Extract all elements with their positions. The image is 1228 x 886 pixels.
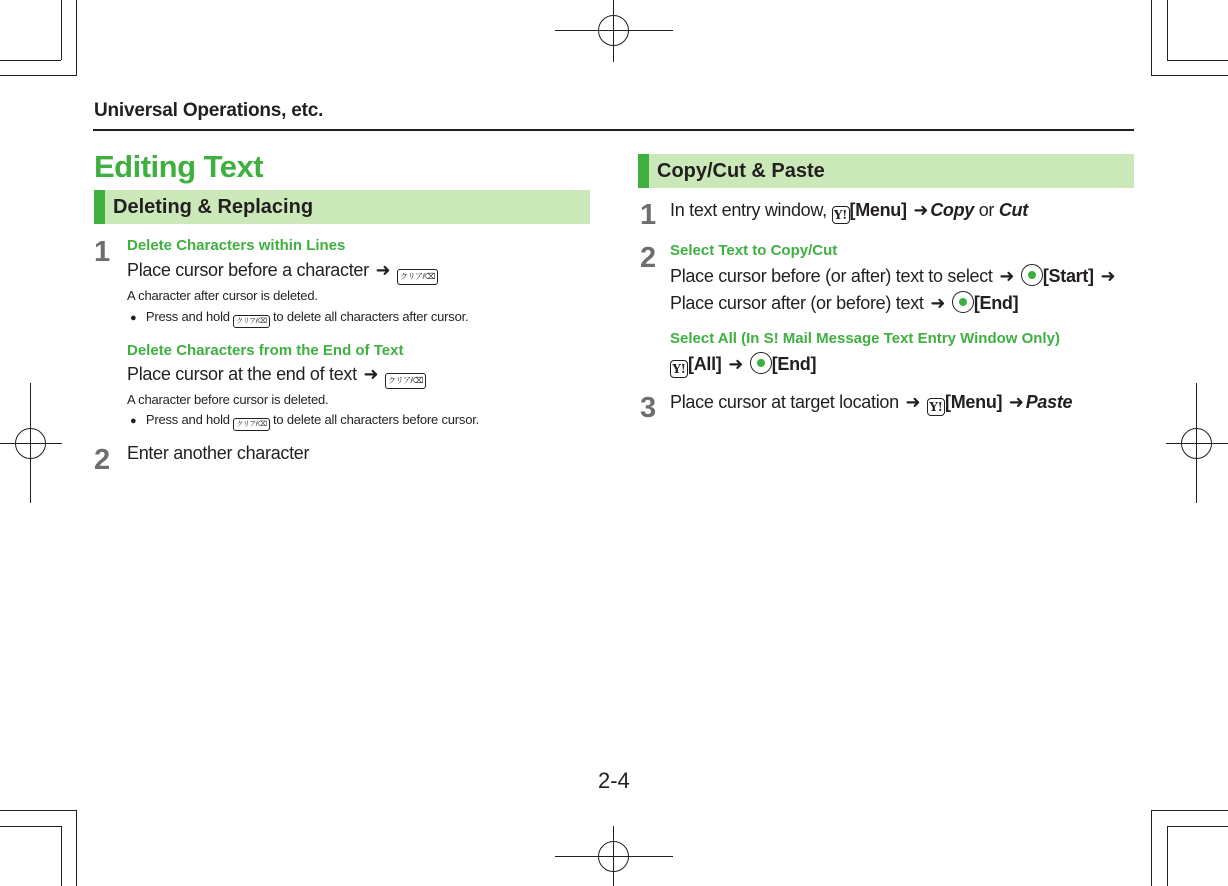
instruction-line [127,364,426,389]
arrow-icon: ➜ [913,200,929,220]
result-text: A character before cursor is deleted. [127,392,329,407]
arrow-icon: ➜ [728,354,743,374]
end-label: [End] [973,293,1019,313]
step-text: Enter another character [127,443,310,463]
step-number: 2 [94,444,110,476]
yahoo-key-icon: Y! [832,206,850,224]
step-number: 2 [640,242,656,274]
arrow-icon: ➜ [930,293,946,313]
registration-mark-right [1166,383,1228,503]
step-line [670,392,1072,416]
step-line [670,352,816,378]
paste-label: Paste [1025,392,1073,412]
center-key-icon [952,291,974,313]
section-heading-deleting-replacing: Deleting & Replacing [94,190,590,224]
registration-mark-left [0,383,62,503]
step-text: Place cursor after (or before) text [670,293,924,313]
arrow-icon: ➜ [999,266,1015,286]
arrow-icon: ➜ [905,392,921,412]
note-text-pre: Press and hold [145,412,230,427]
crop-mark [0,75,76,76]
subheading-delete-within-lines: Delete Characters within Lines [127,237,346,254]
instruction-line [127,260,438,285]
arrow-icon: ➜ [1008,392,1024,412]
page-title: Editing Text [94,149,264,184]
clear-key-icon: クリア/⌫ [385,373,426,389]
step-number: 1 [94,236,110,268]
header-rule [93,129,1134,131]
note-text-post: to delete all characters before cursor. [272,412,480,427]
step-number: 3 [640,392,656,424]
note-text-pre: Press and hold [145,309,230,324]
all-label: [All] [688,354,722,374]
clear-key-icon: クリア/⌫ [397,269,438,285]
or-text: or [978,200,995,220]
subheading-select-all: Select All (In S! Mail Message Text Entry Window Only) [670,330,1060,347]
start-label: [Start] [1042,266,1094,286]
crop-mark [1167,60,1228,61]
subheading-select-text: Select Text to Copy/Cut [670,242,838,259]
bullet-icon: ● [130,312,137,324]
page-number: 2-4 [598,768,630,793]
chapter-title: Universal Operations, etc. [94,100,324,121]
yahoo-key-icon: Y! [927,398,945,416]
crop-mark [1151,810,1228,811]
copy-label: Copy [930,200,974,220]
crop-mark [1167,826,1228,827]
instruction-text: Place cursor before a character [127,260,369,280]
registration-mark-top [555,0,673,62]
clear-key-icon: クリア/⌫ [233,418,269,431]
step-line [670,200,1028,224]
step-text: Place cursor before (or after) text to select [670,266,993,286]
end-label: [End] [771,354,817,374]
crop-mark [76,810,77,886]
subheading-delete-from-end: Delete Characters from the End of Text [127,342,404,359]
arrow-icon: ➜ [375,260,391,280]
arrow-icon: ➜ [363,364,379,384]
crop-mark [1151,75,1228,76]
crop-mark [0,826,61,827]
crop-mark [1151,0,1152,76]
crop-mark [1167,0,1168,60]
note-line [130,412,479,431]
result-text: A character after cursor is deleted. [127,288,318,303]
crop-mark [1167,826,1168,886]
menu-label: [Menu] [849,200,907,220]
crop-mark [0,60,61,61]
crop-mark [0,810,76,811]
step-text: Place cursor at target location [670,392,899,412]
center-key-icon [750,352,772,374]
step-text: In text entry window, [670,200,827,220]
crop-mark [61,826,62,886]
step-line [670,264,1117,287]
bullet-icon: ● [130,415,137,427]
crop-mark [76,0,77,76]
cut-label: Cut [998,200,1028,220]
center-key-icon [1021,264,1043,286]
note-line [130,309,468,328]
arrow-icon: ➜ [1100,266,1116,286]
registration-mark-bottom [555,826,673,886]
crop-mark [1151,810,1152,886]
yahoo-key-icon: Y! [670,360,688,378]
step-line [670,291,1018,314]
note-text-post: to delete all characters after cursor. [272,309,469,324]
instruction-text: Place cursor at the end of text [127,364,357,384]
crop-mark [61,0,62,60]
section-heading-copy-cut-paste: Copy/Cut & Paste [638,154,1134,188]
menu-label: [Menu] [945,392,1003,412]
clear-key-icon: クリア/⌫ [233,315,269,328]
step-number: 1 [640,199,656,231]
